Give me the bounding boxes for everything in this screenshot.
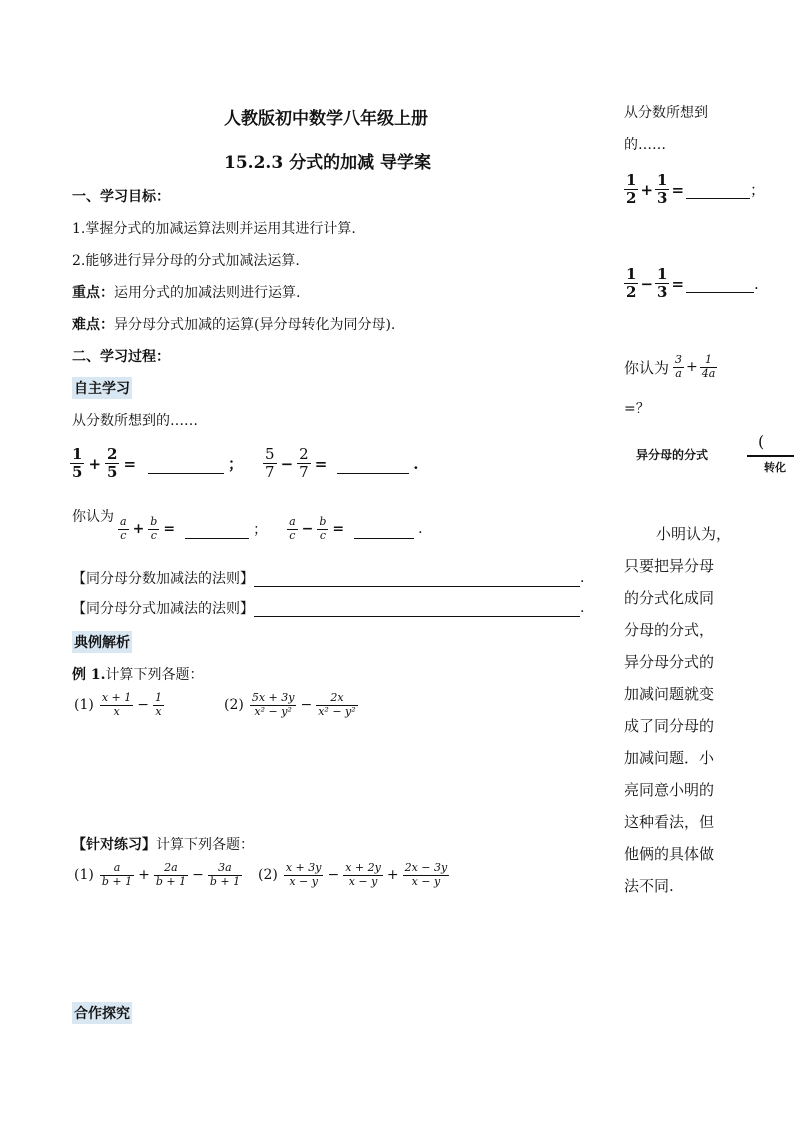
fraction-x-plus-1-over-x: $\frac{x + 1}{x}$ — [101, 691, 132, 718]
rule-fraction-label: 【同分母分数加减法的法则】 — [72, 571, 254, 587]
process-heading: 二、学习过程： — [72, 349, 170, 365]
sidebar-fraction-1-3: $\frac{1}{3}$ — [657, 171, 668, 208]
diagram-arrow-line — [747, 455, 794, 457]
sidebar-para-line: 成了同分母的 — [624, 717, 715, 735]
example-1-label: 例 1. — [72, 667, 106, 683]
fraction-1-5: $\frac{1}{5}$ — [72, 445, 83, 482]
sidebar-para-line: 异分母分式的 — [624, 653, 715, 671]
sidebar-fraction-1-3b: $\frac{1}{3}$ — [657, 265, 668, 302]
sidebar-fraction-1-2b: $\frac{1}{2}$ — [626, 265, 637, 302]
rule-fraction-blank[interactable] — [254, 570, 580, 587]
fraction-3a-over-b1: $\frac{3a}{b + 1}$ — [209, 861, 241, 888]
fraction-2x: $\frac{2x}{\text{x² − y²}}$ — [318, 691, 356, 718]
sidebar-fraction-3-a: $\frac{3}{a}$ — [675, 353, 683, 380]
fraction-x2y: $\frac{x + 2y}{x - y}$ — [345, 861, 381, 888]
diagram-label: 异分母的分式 — [636, 448, 709, 462]
answer-blank-2[interactable] — [337, 453, 409, 474]
example-1-text: 计算下列各题： — [105, 667, 204, 683]
sidebar-paragraph — [624, 518, 731, 902]
sidebar-question: =？ — [624, 401, 650, 417]
sidebar-para-line: 加减问题就变 — [624, 685, 715, 703]
difficulty-label: 难点： — [72, 317, 114, 333]
sidebar-para-line: 加减问题．小 — [624, 749, 715, 767]
fraction-exercise-row: $\frac{1}{5}$ + $\frac{2}{5}$ = ； $\frac{5}{7}$ − $\frac{2}{7}$ = . — [72, 445, 419, 482]
fraction-2x3y: $\frac{2x - 3y}{x - y}$ — [404, 861, 448, 888]
example-1-part-1: (1) $\frac{x + 1}{x}$ − $\frac{1}{x}$ — [74, 691, 162, 718]
sidebar-fraction-1-4a: $\frac{1}{4a}$ — [701, 353, 716, 380]
rule-algebraic-row: 【同分母分式加减法的法则】 . — [72, 600, 585, 617]
algebraic-fraction-row: $\frac{a}{c}$ + $\frac{b}{c}$ = ； $\frac{a}{c}$ − $\frac{b}{c}$ = . — [120, 515, 423, 542]
objectives-heading: 一、学习目标： — [72, 189, 170, 205]
fraction-1-over-x: $\frac{1}{x}$ — [155, 691, 162, 718]
sidebar-para-line: 小明认为， — [656, 525, 732, 543]
sidebar-para-line: 只要把异分母 — [624, 557, 715, 575]
key-point — [72, 282, 300, 302]
answer-blank-3[interactable] — [185, 520, 249, 539]
fraction-b-c-2: $\frac{b}{c}$ — [319, 515, 327, 542]
sidebar-think-text: 你认为 — [624, 358, 670, 377]
rule-fraction-row: 【同分母分数加减法的法则】 . — [72, 570, 585, 587]
self-study-heading: 自主学习 — [72, 377, 132, 399]
fraction-x3y: $\frac{x + 3y}{x - y}$ — [285, 861, 322, 888]
sidebar-para-line: 亮同意小明的 — [624, 781, 715, 799]
cooperate-heading: 合作探究 — [72, 1002, 132, 1024]
sidebar-sum-row: $\frac{1}{2}$ + $\frac{1}{3}$ = ； — [626, 171, 766, 208]
sidebar-fraction-1-2: $\frac{1}{2}$ — [626, 171, 637, 208]
sidebar-para-line: 的分式化成同 — [624, 589, 715, 607]
sidebar-para-line: 分母的分式， — [624, 621, 715, 639]
fraction-5x3y: $\frac{5x + 3y}{\text{x² − y²}}$ — [251, 691, 295, 718]
diagram-convert-label: 转化 — [764, 461, 786, 474]
sidebar-para-line: 法不同. — [624, 877, 674, 895]
sidebar-intro-1: 从分数所想到 — [624, 105, 708, 121]
sidebar-para-line: 他俩的具体做 — [624, 845, 715, 863]
example-1-prompt — [72, 664, 204, 684]
objective-1: 1.掌握分式的加减运算法则并运用其进行计算. — [72, 221, 356, 237]
objective-2: 2.能够进行异分母的分式加减法运算. — [72, 253, 300, 269]
examples-heading: 典例解析 — [72, 631, 132, 653]
fraction-a-c: $\frac{a}{c}$ — [120, 515, 127, 542]
fraction-b-c: $\frac{b}{c}$ — [150, 515, 158, 542]
practice-part-2: (2) $\frac{x + 3y}{x - y}$ − $\frac{x + 2y}{x - y}$ + $\frac{2x - 3y}{x - y}$ — [258, 861, 448, 888]
fraction-5-7: $\frac{5}{7}$ — [265, 445, 275, 482]
sidebar-think-row: 你认为 $\frac{3}{a}$ + $\frac{1}{4a}$ — [624, 353, 716, 380]
fraction-a-over-b1: $\frac{a}{b + 1}$ — [101, 861, 133, 888]
practice-text: 计算下列各题： — [156, 837, 254, 853]
fraction-2a-over-b1: $\frac{2a}{b + 1}$ — [155, 861, 187, 888]
sidebar-para-line: 这种看法，但 — [624, 813, 715, 831]
diagram-paren: ( — [758, 432, 765, 451]
difficulty-text: 异分母分式加减的运算(异分母转化为同分母). — [114, 317, 396, 333]
answer-blank-4[interactable] — [354, 520, 414, 539]
think-text: 你认为 — [72, 509, 114, 525]
page-subtitle: 15.2.3 分式的加减 导学案 — [224, 153, 431, 173]
sidebar-answer-blank-2[interactable] — [686, 274, 754, 293]
practice-prompt — [72, 834, 254, 854]
rule-algebraic-label: 【同分母分式加减法的法则】 — [72, 601, 254, 617]
rule-algebraic-blank[interactable] — [254, 600, 580, 617]
fraction-2-7: $\frac{2}{7}$ — [299, 445, 309, 482]
key-point-text: 运用分式的加减法则进行运算. — [114, 285, 301, 301]
page-title: 人教版初中数学八年级上册 — [224, 109, 428, 129]
practice-label: 【针对练习】 — [72, 837, 156, 853]
fraction-a-c-2: $\frac{a}{c}$ — [289, 515, 296, 542]
sidebar-intro-2: 的…… — [624, 137, 666, 153]
sidebar-diff-row: $\frac{1}{2}$ − $\frac{1}{3}$ = . — [626, 265, 759, 302]
fraction-2-5: $\frac{2}{5}$ — [107, 445, 118, 482]
intro-text: 从分数所想到的…… — [72, 413, 198, 429]
key-point-label: 重点： — [72, 285, 114, 301]
practice-part-1: (1) $\frac{a}{b + 1}$ + $\frac{2a}{b + 1}$ − $\frac{3a}{b + 1}$ — [74, 861, 241, 888]
example-1-part-2: (2) $\frac{5x + 3y}{\text{x² − y²}}$ − $\frac{2x}{\text{x² − y²}}$ — [224, 691, 356, 718]
sidebar-answer-blank-1[interactable] — [686, 180, 750, 199]
difficulty-point — [72, 314, 395, 334]
answer-blank-1[interactable] — [148, 453, 224, 474]
